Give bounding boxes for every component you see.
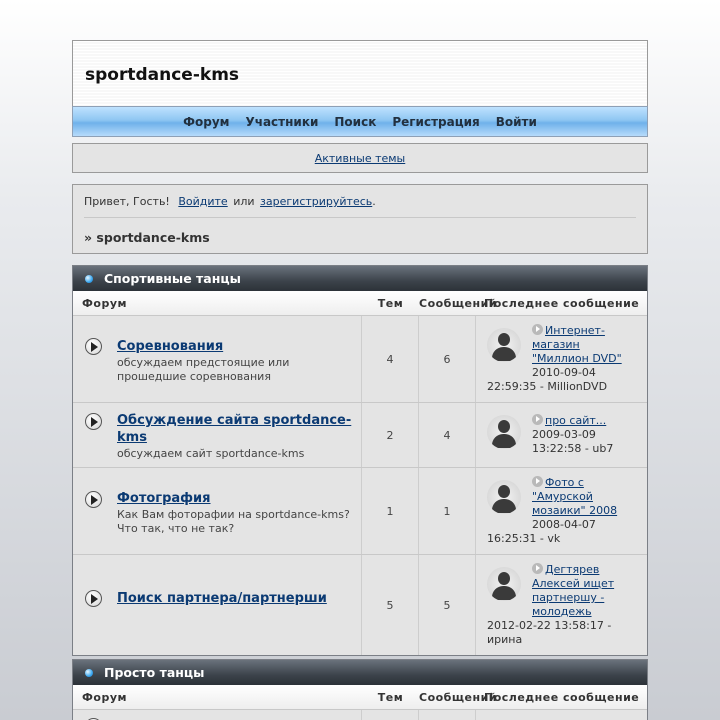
last-post-date: 2012-02-22 13:58:17 - bbox=[487, 619, 612, 632]
post-count: 5 bbox=[419, 555, 476, 655]
forum-row bbox=[73, 468, 647, 555]
last-post-date: 2009-03-09 bbox=[532, 428, 596, 441]
topic-count bbox=[362, 710, 419, 720]
nav-search[interactable]: Поиск bbox=[334, 114, 377, 129]
greeting-text: Привет, Гость! bbox=[84, 195, 170, 208]
site-title: sportdance-kms bbox=[85, 65, 240, 85]
header-forum: Форум bbox=[82, 296, 128, 310]
main-nav bbox=[72, 106, 648, 137]
user-avatar-icon bbox=[487, 328, 521, 362]
site-header bbox=[72, 40, 648, 106]
nav-login[interactable]: Войти bbox=[495, 114, 537, 129]
category-just-dance bbox=[72, 659, 648, 720]
forum-title-link[interactable]: Фотография bbox=[117, 491, 211, 506]
forum-title-link[interactable]: Поиск партнера/партнерши bbox=[117, 591, 327, 606]
last-post-cell bbox=[476, 316, 647, 402]
header-topics: Тем bbox=[377, 690, 404, 704]
last-post-time-author: 13:22:58 - ub7 bbox=[532, 442, 614, 455]
breadcrumb: » sportdance-kms bbox=[84, 230, 210, 245]
forum-description: обсуждаем сайт sportdance-kms bbox=[117, 447, 305, 460]
post-count: 6 bbox=[419, 316, 476, 402]
welcome-line bbox=[84, 195, 636, 218]
bullet-icon bbox=[85, 275, 93, 283]
nav-register[interactable]: Регистрация bbox=[392, 114, 480, 129]
header-posts: Сообщений bbox=[419, 296, 498, 310]
nav-forum[interactable]: Форум bbox=[183, 114, 230, 129]
topic-count: 1 bbox=[362, 468, 419, 554]
forum-cell bbox=[73, 468, 362, 554]
category-title: Просто танцы bbox=[104, 665, 205, 680]
user-avatar-icon bbox=[487, 567, 521, 601]
header-last-post: Последнее сообщение bbox=[484, 296, 640, 310]
header-topics: Тем bbox=[377, 296, 404, 310]
go-to-post-icon[interactable] bbox=[532, 324, 543, 335]
header-forum: Форум bbox=[82, 690, 128, 704]
last-post-time-author: 22:59:35 - MillionDVD bbox=[487, 380, 608, 393]
topic-count: 2 bbox=[362, 403, 419, 467]
forum-row bbox=[73, 316, 647, 403]
forum-title-link[interactable]: Соревнования bbox=[117, 339, 224, 354]
last-post-time-author: 16:25:31 - vk bbox=[487, 532, 561, 545]
last-post-cell bbox=[476, 403, 647, 467]
forum-row bbox=[73, 555, 647, 655]
topic-count: 5 bbox=[362, 555, 419, 655]
or-text: или bbox=[233, 195, 255, 208]
category-header bbox=[73, 266, 647, 291]
last-post-cell bbox=[476, 468, 647, 554]
post-count: 4 bbox=[419, 403, 476, 467]
last-post-date: 2008-04-07 bbox=[532, 518, 596, 531]
period-text: . bbox=[372, 195, 376, 208]
category-title: Спортивные танцы bbox=[104, 271, 241, 286]
forum-row bbox=[73, 403, 647, 468]
bullet-icon bbox=[85, 669, 93, 677]
last-post-link[interactable]: Фото с "Амурской мозаики" 2008 bbox=[532, 476, 618, 517]
go-to-post-icon[interactable] bbox=[532, 414, 543, 425]
user-avatar-icon bbox=[487, 480, 521, 514]
nav-members[interactable]: Участники bbox=[245, 114, 319, 129]
last-post-cell bbox=[476, 555, 647, 655]
last-post-date: 2010-09-04 bbox=[532, 366, 596, 379]
last-post-link[interactable]: про сайт... bbox=[545, 414, 607, 427]
last-post-link[interactable]: Интернет-магазин "Миллион DVD" bbox=[532, 324, 622, 365]
go-to-post-icon[interactable] bbox=[532, 563, 543, 574]
last-post-link[interactable]: Дегтярев Алексей ищет партнершу - молодежь bbox=[532, 563, 615, 618]
go-to-post-icon[interactable] bbox=[532, 476, 543, 487]
active-topics-bar bbox=[72, 143, 648, 173]
table-header bbox=[73, 291, 647, 316]
welcome-box bbox=[72, 184, 648, 254]
active-topics-link[interactable]: Активные темы bbox=[314, 151, 406, 165]
forum-status-icon bbox=[85, 590, 102, 607]
login-link[interactable]: Войдите bbox=[178, 195, 228, 208]
category-sport-dance bbox=[72, 265, 648, 656]
header-last-post: Последнее сообщение bbox=[484, 690, 640, 704]
forum-cell bbox=[73, 403, 362, 467]
last-post-author: ирина bbox=[487, 633, 523, 646]
forum-row bbox=[73, 710, 647, 720]
forum-cell bbox=[73, 710, 362, 720]
forum-status-icon bbox=[85, 491, 102, 508]
topic-count: 4 bbox=[362, 316, 419, 402]
post-count bbox=[419, 710, 476, 720]
forum-status-icon bbox=[85, 413, 102, 430]
forum-cell bbox=[73, 316, 362, 402]
forum-description: Как Вам фоторафии на sportdance-kms? Что так, что не так? bbox=[117, 508, 350, 535]
forum-status-icon bbox=[85, 338, 102, 355]
forum-description: обсуждаем предстоящие или прошедшие соревнования bbox=[117, 356, 290, 383]
category-header bbox=[73, 660, 647, 685]
forum-title-link[interactable]: Обсуждение сайта sportdance-kms bbox=[117, 413, 352, 445]
forum-cell bbox=[73, 555, 362, 655]
register-link[interactable]: зарегистрируйтесь bbox=[260, 195, 373, 208]
user-avatar-icon bbox=[487, 415, 521, 449]
last-post-cell bbox=[476, 710, 647, 720]
table-header bbox=[73, 685, 647, 710]
header-posts: Сообщений bbox=[419, 690, 498, 704]
post-count: 1 bbox=[419, 468, 476, 554]
